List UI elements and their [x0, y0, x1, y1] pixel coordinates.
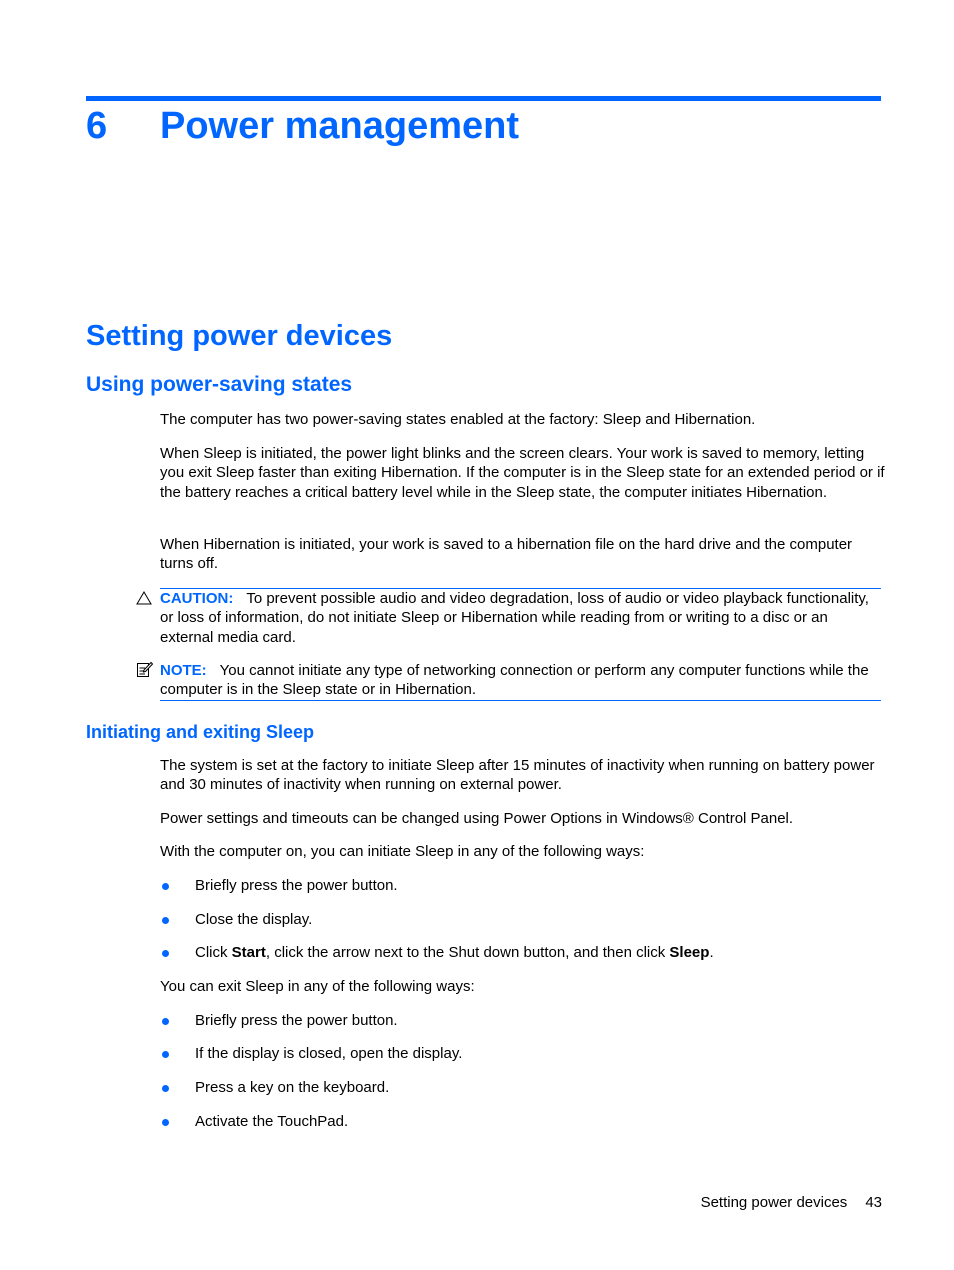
chapter-number: 6 — [86, 105, 108, 147]
note-text: You cannot initiate any type of networking connection or perform any computer functions while the computer is in the Sleep state or in Hibernation. — [160, 662, 869, 699]
sleep-paragraph-1: The system is set at the factory to initiate Sleep after 15 minutes of inactivity when running on battery power and 30 minutes of inactivity when running on external power. — [160, 757, 875, 794]
subsection-title: Using power-saving states — [86, 373, 353, 396]
page-number: 43 — [865, 1194, 882, 1211]
list-item-text: If the display is closed, open the display. — [195, 1045, 463, 1062]
bullet-icon — [162, 1051, 169, 1058]
sleep-paragraph-3: With the computer on, you can initiate Sleep in any of the following ways: — [160, 843, 645, 860]
list-item-text — [195, 943, 714, 963]
list-item-text: Briefly press the power button. — [195, 1012, 398, 1029]
chapter-heading — [86, 101, 519, 151]
intro-paragraph-3: When Hibernation is initiated, your work is saved to a hibernation file on the hard drive and the computer turns off. — [160, 536, 853, 573]
list-item-text: Close the display. — [195, 911, 313, 928]
list-item-text: Press a key on the keyboard. — [195, 1079, 390, 1096]
exit-intro: You can exit Sleep in any of the following ways: — [160, 978, 475, 995]
sleep-term: Sleep — [669, 944, 710, 961]
bullet-icon — [162, 950, 169, 957]
click-text: , click the arrow next to the Shut down button, and then click — [265, 944, 670, 961]
note-bottom-rule — [160, 700, 881, 701]
caution-label: CAUTION: — [160, 590, 234, 607]
bullet-icon — [162, 1119, 169, 1126]
intro-paragraph-1: The computer has two power-saving states enabled at the factory: Sleep and Hibernation. — [160, 411, 756, 428]
sleep-paragraph-2: Power settings and timeouts can be changed using Power Options in Windows® Control Panel. — [160, 810, 794, 827]
click-text: . — [709, 944, 714, 961]
click-text: Click — [195, 944, 232, 961]
caution-box — [160, 589, 881, 647]
list-item-text: Briefly press the power button. — [195, 877, 398, 894]
bullet-icon — [162, 883, 169, 890]
footer-section: Setting power devices — [700, 1194, 848, 1211]
bullet-icon — [162, 1018, 169, 1025]
note-pencil-icon — [136, 660, 153, 678]
start-term: Start — [231, 944, 266, 961]
intro-paragraph-2: When Sleep is initiated, the power light blinks and the screen clears. Your work is saved to memory, letting you exit Sleep faster than exiting Hibernation. If the computer is in the Sleep state for an extended period or if the battery reaches a critical battery level while in the Sleep state, the computer initiates Hibernation. — [160, 445, 885, 501]
chapter-title: Power management — [160, 105, 519, 147]
caution-triangle-icon — [136, 590, 152, 606]
list-item-text: Activate the TouchPad. — [195, 1113, 349, 1130]
section-title: Setting power devices — [86, 320, 393, 352]
sleep-section-title: Initiating and exiting Sleep — [86, 722, 315, 742]
bullet-icon — [162, 1085, 169, 1092]
note-box — [160, 661, 881, 700]
note-label: NOTE: — [160, 662, 207, 679]
bullet-icon — [162, 917, 169, 924]
page-footer — [701, 1193, 882, 1213]
caution-text: To prevent possible audio and video degradation, loss of audio or video playback functionality, or loss of information, do not initiate Sleep or Hibernation while reading from or writing to a disc or an external media card. — [160, 590, 869, 646]
